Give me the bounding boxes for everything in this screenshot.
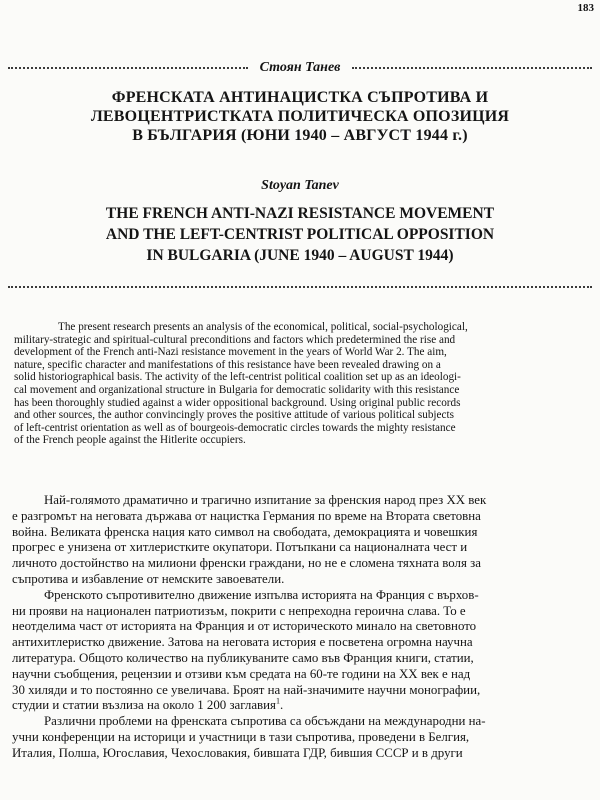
title-en — [20, 203, 580, 266]
paragraph-line-with-footnote — [12, 698, 590, 714]
abstract-line: military-strategic and spiritual-cultural preconditions and factors which predetermined the rise and — [14, 333, 456, 346]
abstract-line: The present research presents an analysis of the economical, political, social-psychological, — [58, 321, 468, 333]
title-bg — [20, 88, 580, 145]
paragraph-line: Френското съпротивително движение изпълва историята на Франция с върхов- — [44, 587, 479, 602]
paragraph-line: е разгромът на неговата държава от нацистка Германия по време на Втората световна — [12, 508, 481, 523]
abstract-line: and other sources, the author convincingly proves the positive attitude of various political subjects — [14, 409, 454, 422]
paragraph-line: Италия, Полша, Югославия, Чехословакия, бившата ГДР, бившия СССР и в други — [12, 745, 463, 760]
abstract-line: solid historiographical basis. The activity of the left-centrist political coalition set up as an ideologi- — [14, 371, 461, 384]
dotted-rule-separator — [8, 286, 592, 288]
paragraph-line: учни конференции на историци и участници в тази съпротива, проведени в Белгия, — [12, 729, 470, 744]
author-en: Stoyan Tanev — [261, 178, 339, 193]
paragraph-text: студии и статии възлиза на около 1 200 заглавия — [12, 698, 276, 713]
abstract-line: of left-centrist orientation as well as of bourgeois-democratic circles towards the mighty resistance — [14, 421, 456, 434]
dotted-rule-left — [8, 67, 248, 69]
author-bg-row — [8, 60, 592, 76]
abstract-line: development of the French anti-Nazi resistance movement in the years of World War 2. The aim, — [14, 346, 447, 359]
title-en-line: AND THE LEFT-CENTRIST POLITICAL OPPOSITION — [105, 226, 495, 243]
paragraph-line: съпротива и избавление от немските завоеватели. — [12, 571, 285, 586]
dotted-rule-right — [352, 67, 592, 69]
author-bg: Стоян Танев — [259, 60, 341, 75]
paragraph-line: литература. Общото количество на публикуваните само във Франция книги, статии, — [12, 650, 474, 665]
title-bg-line: ЛЕВОЦЕНТРИСТКАТА ПОЛИТИЧЕСКА ОПОЗИЦИЯ — [90, 108, 510, 125]
abstract-line: nature, specific character and manifestations of this resistance have been revealed drawing on a — [14, 358, 441, 371]
sentence-end: . — [279, 698, 284, 713]
paragraph-line: личното достойнство на милиони френски граждани, но не е сломена тяхната воля за — [12, 556, 481, 571]
paragraph-line: война. Великата френска нация като символ на свободата, демокрацията и човешкия — [12, 524, 478, 539]
page-number: 183 — [577, 2, 594, 14]
title-bg-line: В БЪЛГАРИЯ (ЮНИ 1940 – АВГУСТ 1944 г.) — [132, 127, 468, 144]
paragraph-line: Различни проблеми на френската съпротива са обсъждани на международни на- — [44, 714, 486, 729]
abstract-line: cal movement and organizational structure in Bulgaria for democratic solidarity with this resistance — [14, 383, 460, 396]
article-body — [12, 493, 590, 762]
paragraph-line: Най-голямото драматично и трагично изпитание за френския народ през XX век — [44, 493, 487, 507]
title-bg-line: ФРЕНСКАТА АНТИНАЦИСТКА СЪПРОТИВА И — [111, 89, 489, 106]
title-en-line: THE FRENCH ANTI-NAZI RESISTANCE MOVEMENT — [105, 205, 495, 222]
paragraph-line: антихитлеристко движение. Затова на неговата история е посветена огромна научна — [12, 635, 473, 650]
footnote-ref[interactable]: 1 — [275, 698, 280, 707]
abstract-line: of the French people against the Hitlerite occupiers. — [14, 434, 246, 447]
abstract-line: has been thoroughly studied against a wider oppositional background. Using original public records — [14, 396, 461, 409]
paragraph-line: ни прояви на национален патриотизъм, покрити с непреходна героична слава. То е — [12, 603, 466, 618]
paragraph-line: неотделима част от историята на Франция и от историческото минало на световното — [12, 619, 477, 634]
paragraph-line: прогрес е унизена от хитлеристките окупатори. Потъпкани са националната чест и — [12, 540, 468, 555]
paragraph-line: 30 хиляди и то постоянно се увеличава. Броят на най-значимите научни монографии, — [12, 682, 481, 697]
abstract — [14, 321, 586, 447]
title-en-line: IN BULGARIA (JUNE 1940 – AUGUST 1944) — [146, 247, 454, 264]
paragraph-line: научни съобщения, рецензии и отзиви към средата на 60-те години на XX век е над — [12, 666, 471, 681]
